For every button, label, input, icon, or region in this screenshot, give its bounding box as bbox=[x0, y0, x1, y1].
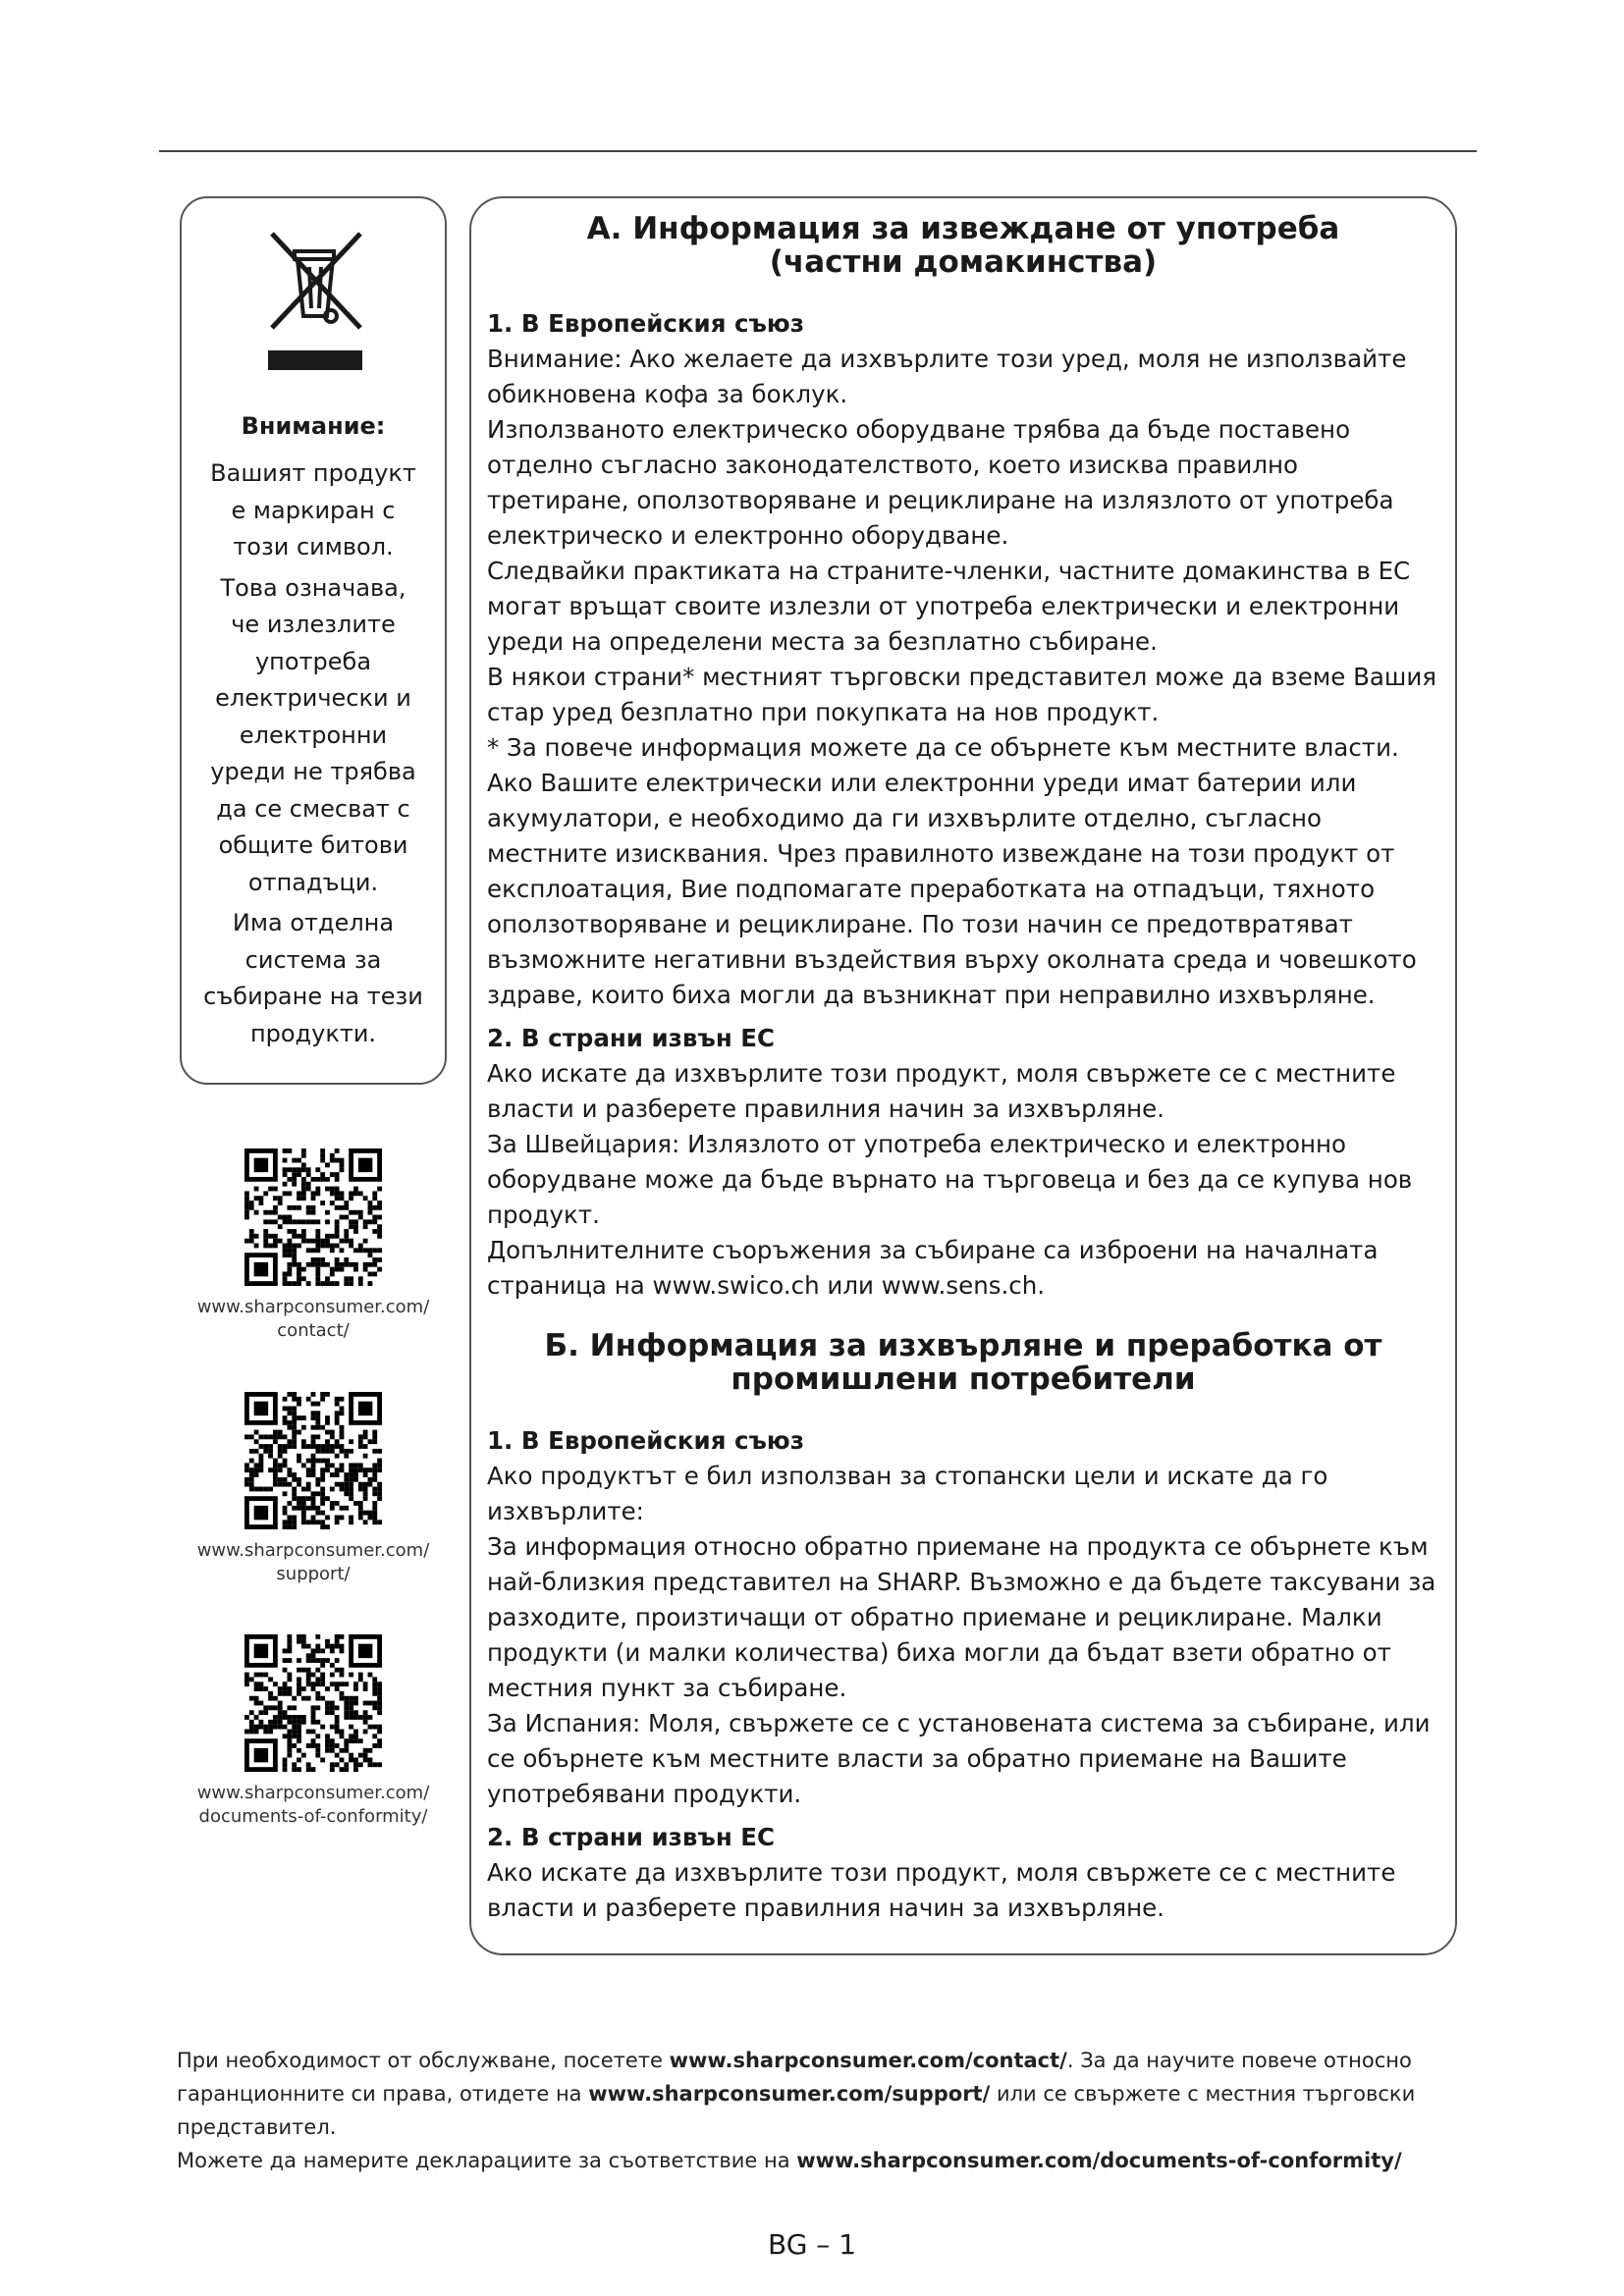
footer bbox=[177, 2044, 1453, 2177]
paragraph: Следвайки практиката на страните-членки, частните домакинства в ЕС могат връщат своите излезли от употреба електрически и електронни уреди на определени места за безплатно събиране. bbox=[487, 557, 1411, 656]
qr-url bbox=[180, 1539, 447, 1586]
qr-url-line1: www.sharpconsumer.com/ bbox=[196, 1783, 430, 1803]
paragraph: Ако искате да изхвърлите този продукт, моля свържете се с местните власти и разберете правилния начин за изхвърляне. bbox=[487, 1059, 1396, 1123]
section-a-title-line2: (частни домакинства) bbox=[769, 244, 1158, 280]
paragraph: В някои страни* местният търговски представител може да вземе Вашия стар уред безплатно при покупката на нов продукт. bbox=[487, 663, 1437, 726]
warning-line: Вашият продукт е маркиран с този символ. bbox=[210, 459, 416, 561]
section-a-title bbox=[487, 212, 1439, 279]
qr-url-line2: support/ bbox=[276, 1564, 351, 1584]
qr-code-icon bbox=[244, 1392, 382, 1529]
section-b-title bbox=[487, 1329, 1439, 1396]
qr-conformity bbox=[180, 1634, 447, 1829]
paragraph: Внимание: Ако желаете да изхвърлите този уред, моля не използвайте обикновена кофа за боклук. bbox=[487, 345, 1407, 408]
bin-underline-bar bbox=[268, 350, 362, 370]
qr-support bbox=[180, 1392, 447, 1586]
paragraph: За Швейцария: Излязлото от употреба електрическо и електронно оборудване може да бъде върнато на търговеца и без да се купува нов продукт. bbox=[487, 1130, 1413, 1229]
warning-text bbox=[203, 455, 423, 1056]
paragraph: * За повече информация можете да се обърнете към местните власти. bbox=[487, 733, 1399, 762]
warning-line: Има отделна система за събиране на тези продукти. bbox=[203, 909, 423, 1047]
contact-link[interactable]: www.sharpconsumer.com/contact/ bbox=[669, 2049, 1067, 2072]
qr-code-icon bbox=[244, 1634, 382, 1772]
qr-url-line2: contact/ bbox=[277, 1320, 350, 1341]
weee-warning-box bbox=[180, 196, 447, 1085]
support-link[interactable]: www.sharpconsumer.com/support/ bbox=[588, 2082, 991, 2106]
paragraph: Ако продуктът е бил използван за стопански цели и искате да го изхвърлите: bbox=[487, 1462, 1328, 1525]
conformity-link[interactable]: www.sharpconsumer.com/documents-of-conformity/ bbox=[796, 2149, 1402, 2172]
section-b-sub1: 1. В Европейския съюз bbox=[487, 1426, 804, 1455]
qr-url bbox=[180, 1782, 447, 1829]
top-rule bbox=[159, 150, 1477, 152]
qr-url-line1: www.sharpconsumer.com/ bbox=[196, 1297, 430, 1317]
section-b-title-line1: Б. Информация за изхвърляне и преработка от bbox=[544, 1328, 1382, 1363]
crossed-bin-icon bbox=[262, 226, 370, 334]
section-a-title-line1: А. Информация за извеждане от употреба bbox=[586, 211, 1340, 246]
paragraph: Ако Вашите електрически или електронни уреди имат батерии или акумулатори, е необходимо да ги изхвърлите отделно, съгласно местните изисквания. Чрез правилното извеждане на този продукт от експлоатация, Вие подпомагате преработката на отпадъци, тяхното оползотворяване и рециклиране. По този начин се предотвратяват възможните негативни въздействия върху околната среда и човешкото здраве, които биха могли да възникнат при неправилно изхвърляне. bbox=[487, 769, 1417, 1009]
section-a-sub2: 2. В страни извън ЕС bbox=[487, 1024, 775, 1052]
qr-url-line2: documents-of-conformity/ bbox=[198, 1806, 428, 1827]
paragraph: Използваното електрическо оборудване трябва да бъде поставено отделно съгласно законодателството, което изисква правилно третиране, оползотворяване и рециклиране на излязлото от употреба електрическо и електронно оборудване. bbox=[487, 415, 1394, 550]
qr-code-icon bbox=[244, 1148, 382, 1286]
qr-contact bbox=[180, 1148, 447, 1343]
section-b-sub2: 2. В страни извън ЕС bbox=[487, 1823, 775, 1851]
footer-service-text: При необходимост от обслужване, посетете www.sharpconsumer.com/contact/. За да научите повече относно гаранционните си права, отидете на www.sharpconsumer.com/support/ или се свържете с местния търговски представител. bbox=[177, 2049, 1416, 2139]
warning-line: Това означава, че излезлите употреба електрически и електронни уреди не трябва да се смесват с общите битови отпадъци. bbox=[210, 573, 416, 896]
paragraph: За Испания: Моля, свържете се с установената система за събиране, или се обърнете към местните власти за обратно приемане на Вашите употребявани продукти. bbox=[487, 1709, 1431, 1808]
paragraph: За информация относно обратно приемане на продукта се обърнете към най-близкия представител на SHARP. Възможно е да бъдете таксувани за разходите, произтичащи от обратно приемане и рециклиране. Малки продукти (и малки количества) биха могли да бъдат взети обратно от местния пункт за събиране. bbox=[487, 1532, 1436, 1702]
disposal-info-box bbox=[469, 196, 1457, 1955]
section-b-title-line2: промишлени потребители bbox=[731, 1362, 1196, 1397]
paragraph: Ако искате да изхвърлите този продукт, моля свържете се с местните власти и разберете правилния начин за изхвърляне. bbox=[487, 1858, 1396, 1922]
page-number: BG – 1 bbox=[767, 2228, 857, 2261]
warning-title: Внимание: bbox=[241, 412, 386, 440]
section-a-sub1: 1. В Европейския съюз bbox=[487, 309, 804, 338]
qr-url-line1: www.sharpconsumer.com/ bbox=[196, 1540, 430, 1561]
disposal-info-content bbox=[487, 212, 1439, 1926]
paragraph: Допълнителните съоръжения за събиране са изброени на началната страница на www.swico.ch или www.sens.ch. bbox=[487, 1236, 1379, 1300]
qr-url bbox=[180, 1296, 447, 1343]
footer-conformity-text: Можете да намерите декларациите за съответствие на www.sharpconsumer.com/documents-of-conformity/ bbox=[177, 2149, 1402, 2172]
